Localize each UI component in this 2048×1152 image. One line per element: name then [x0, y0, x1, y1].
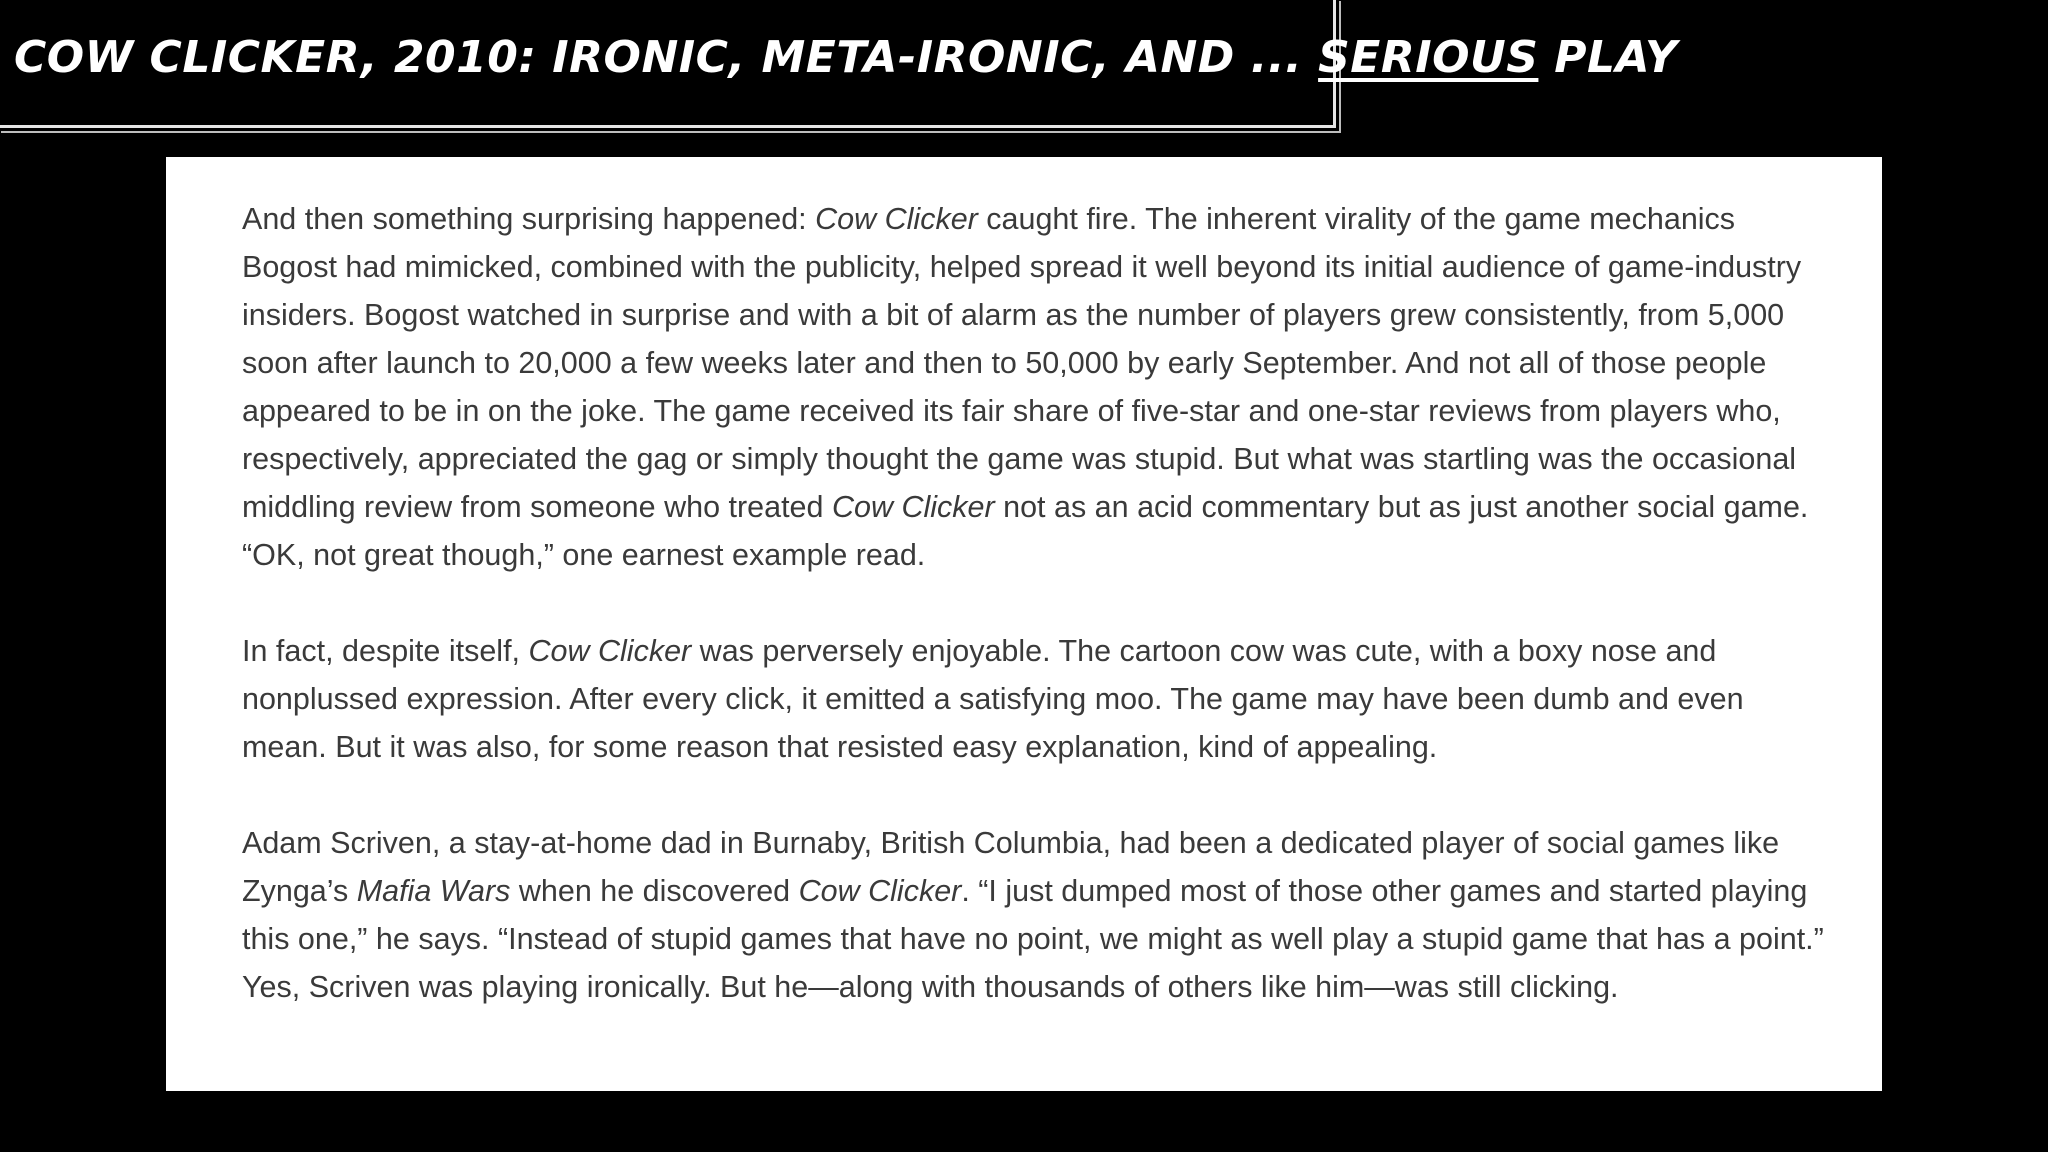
paragraph-text: And then something surprising happened:: [242, 202, 816, 236]
paragraph-text: caught fire. The inherent virality of the game mechanics Bogost had mimicked, combined with the publicity, helped spread it well beyond its initial audience of game-industry insiders. Bogost watched in surprise and with a bit of alarm as the number of players grew consistently, from 5,000 soon after launch to 20,000 a few weeks later and then to 50,000 by early September. And not all of those people appeared to be in on the joke. The game received its fair share of five-star and one-star reviews from players who, respectively, appreciated the gag or simply thought the game was stupid. But what was startling was the occasional middling review from someone who treated: [242, 202, 1802, 524]
italic-title-text: Cow Clicker: [798, 874, 962, 908]
article-paragraph-3: [242, 819, 1824, 1011]
title-prefix: COW CLICKER, 2010: IRONIC, META-IRONIC, AND ...: [14, 32, 1303, 83]
paragraph-text: not as an acid commentary but as just another social game. “OK, not great though,” one earnest example read.: [242, 490, 1809, 572]
article-paragraph-1: [242, 195, 1824, 579]
title-underlined-word: SERIOUS: [1318, 32, 1539, 83]
slide-title-box: [0, 0, 1678, 128]
italic-title-text: Cow Clicker: [815, 202, 978, 236]
paragraph-text: In fact, despite itself,: [242, 634, 529, 668]
article-paragraph-2: [242, 627, 1824, 771]
title-suffix: PLAY: [1554, 32, 1678, 83]
paragraph-text: was perversely enjoyable. The cartoon cow was cute, with a boxy nose and nonplussed expression. After every click, it emitted a satisfying moo. The game may have been dumb and even mean. But it was also, for some reason that resisted easy explanation, kind of appealing.: [242, 634, 1744, 764]
italic-title-text: Cow Clicker: [528, 634, 692, 668]
paragraph-text: . “I just dumped most of those other games and started playing this one,” he says. “Instead of stupid games that have no point, we might as well play a stupid game that has a point.” Yes, Scriven was playing ironically. But he—along with thousands of others like him—was still clicking.: [242, 874, 1824, 1004]
paragraph-text: when he discovered: [510, 874, 799, 908]
slide-title: [14, 32, 1677, 83]
article-excerpt-panel: [166, 157, 1882, 1091]
italic-title-text: Cow Clicker: [831, 490, 995, 524]
italic-title-text: Mafia Wars: [356, 874, 511, 908]
paragraph-text: Adam Scriven, a stay-at-home dad in Burnaby, British Columbia, had been a dedicated player of social games like Zynga’s: [242, 826, 1780, 908]
